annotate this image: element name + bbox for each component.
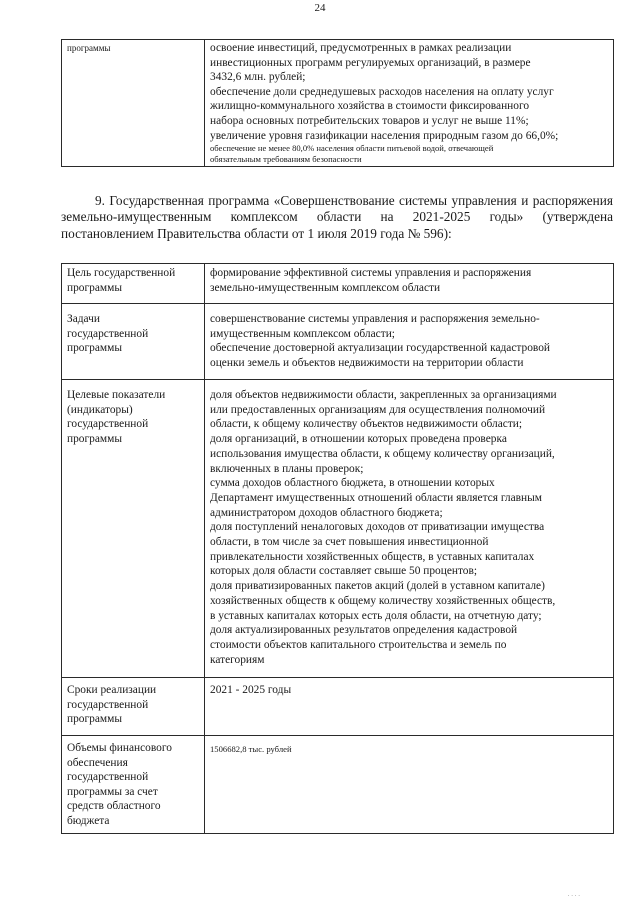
- label-line: программы: [67, 281, 122, 294]
- section-heading: [61, 193, 613, 242]
- row-value: [205, 678, 614, 736]
- heading-line: годы» (утверждена постановлением Правительства области от 1 июля 2019 года: [61, 209, 614, 241]
- label-line: обеспечения: [67, 756, 128, 769]
- continuation-table: [61, 39, 614, 167]
- text-line: совершенствование системы управления и распоряжения земельно-: [210, 313, 540, 325]
- program-passport-table: [61, 263, 614, 834]
- label-line: Цель государственной: [67, 267, 176, 279]
- heading-line: № 596):: [407, 225, 452, 241]
- financing-amount: 1506682,8 тыс. рублей: [210, 744, 292, 754]
- text-line: хозяйственных обществ к общему количеству хозяйственных обществ,: [210, 594, 556, 607]
- text-line: освоение инвестиций, предусмотренных в рамках реализации: [210, 42, 512, 54]
- table-row: [62, 264, 614, 304]
- text-line: имущественным комплексом области;: [210, 327, 395, 340]
- text-line: формирование эффективной системы управления и распоряжения: [210, 267, 532, 279]
- text-line: оценки земель и объектов недвижимости на территории области: [210, 356, 524, 369]
- text-line: доля актуализированных результатов определения кадастровой: [210, 624, 518, 637]
- text-line: 2021 - 2025 годы: [210, 684, 292, 696]
- text-line: включенных в планы проверок;: [210, 462, 364, 475]
- label-line: средств областного: [67, 800, 161, 813]
- label-line: государственной: [67, 771, 149, 784]
- row-label: [62, 678, 205, 736]
- text-line: области, к общему количеству объектов недвижимости области;: [210, 418, 523, 431]
- row-label: [62, 264, 205, 304]
- text-line: 3432,6 млн. рублей;: [210, 71, 306, 84]
- row-value: [205, 304, 614, 380]
- label-line: Целевые показатели: [67, 389, 166, 401]
- row-label: [62, 304, 205, 380]
- heading-line: 9. Государственная программа «Совершенствование системы управления и: [95, 193, 533, 208]
- scan-mark: . . . .: [567, 890, 580, 898]
- text-line: категориям: [210, 653, 265, 666]
- row-label-text: программы: [67, 43, 111, 53]
- row-value: [205, 380, 614, 678]
- label-line: государственной: [67, 327, 149, 340]
- text-line: области, в том числе за счет повышения инвестиционной: [210, 536, 489, 549]
- text-line: обеспечение доли среднедушевых расходов населения на оплату услуг: [210, 85, 554, 98]
- text-line: доля поступлений неналоговых доходов от приватизации имущества: [210, 521, 545, 534]
- text-line: обеспечение достоверной актуализации государственной кадастровой: [210, 342, 551, 355]
- text-line: использования имущества области, к общему количеству организаций,: [210, 447, 555, 460]
- text-line: доля объектов недвижимости области, закрепленных за организациями: [210, 389, 557, 401]
- table-row: [62, 304, 614, 380]
- row-label: [62, 40, 205, 167]
- label-line: государственной: [67, 418, 149, 431]
- text-line: земельно-имущественным комплексом области: [210, 281, 441, 294]
- text-line: набора основных потребительских товаров и услуг не выше 11%;: [210, 114, 529, 127]
- text-line: привлекательности хозяйственных обществ, в уставных капиталах: [210, 550, 535, 563]
- text-line: которых доля области составляет свыше 50 процентов;: [210, 565, 478, 578]
- label-line: государственной: [67, 698, 149, 711]
- table-row: [62, 40, 614, 167]
- text-line: инвестиционных программ регулируемых организаций, в размере: [210, 56, 531, 69]
- label-line: Задачи: [67, 313, 100, 325]
- row-label: [62, 736, 205, 834]
- text-line: увеличение уровня газификации населения природным газом до 66,0%;: [210, 129, 559, 142]
- text-line: администратором доходов областного бюджета;: [210, 506, 443, 519]
- text-line-small: обязательным требованиям безопасности: [210, 154, 362, 165]
- label-line: Сроки реализации: [67, 684, 157, 696]
- label-line: программы: [67, 342, 122, 355]
- row-value: [205, 736, 614, 834]
- text-line: доля организаций, в отношении которых проведена проверка: [210, 433, 507, 446]
- row-value: [205, 40, 614, 167]
- text-line: или предоставленных организациям для осуществления полномочий: [210, 403, 546, 416]
- text-line: доля приватизированных пакетов акций (долей в уставном капитале): [210, 580, 545, 593]
- heading-line: распоряжения земельно-имущественным комплексом области на 2021-2025: [61, 193, 613, 225]
- row-label: [62, 380, 205, 678]
- text-line: сумма доходов областного бюджета, в отношении которых: [210, 477, 495, 490]
- label-line: Объемы финансового: [67, 742, 172, 754]
- label-line: бюджета: [67, 814, 110, 827]
- label-line: программы: [67, 713, 122, 726]
- table-row: [62, 678, 614, 736]
- text-line-small: обеспечение не менее 80,0% населения области питьевой водой, отвечающей: [210, 143, 494, 154]
- text-line: жилищно-коммунального хозяйства в стоимости фиксированного: [210, 100, 530, 113]
- text-line: в уставных капиталах которых есть доля области, на отчетную дату;: [210, 609, 542, 622]
- label-line: программы за счет: [67, 785, 158, 798]
- row-value: [205, 264, 614, 304]
- text-line: стоимости объектов капитального строительства и земель по: [210, 638, 507, 651]
- label-line: программы: [67, 432, 122, 445]
- table-row: [62, 380, 614, 678]
- table-row: [62, 736, 614, 834]
- label-line: (индикаторы): [67, 403, 133, 416]
- page-number: 24: [314, 2, 326, 14]
- text-line: Департамент имущественных отношений области является главным: [210, 491, 542, 504]
